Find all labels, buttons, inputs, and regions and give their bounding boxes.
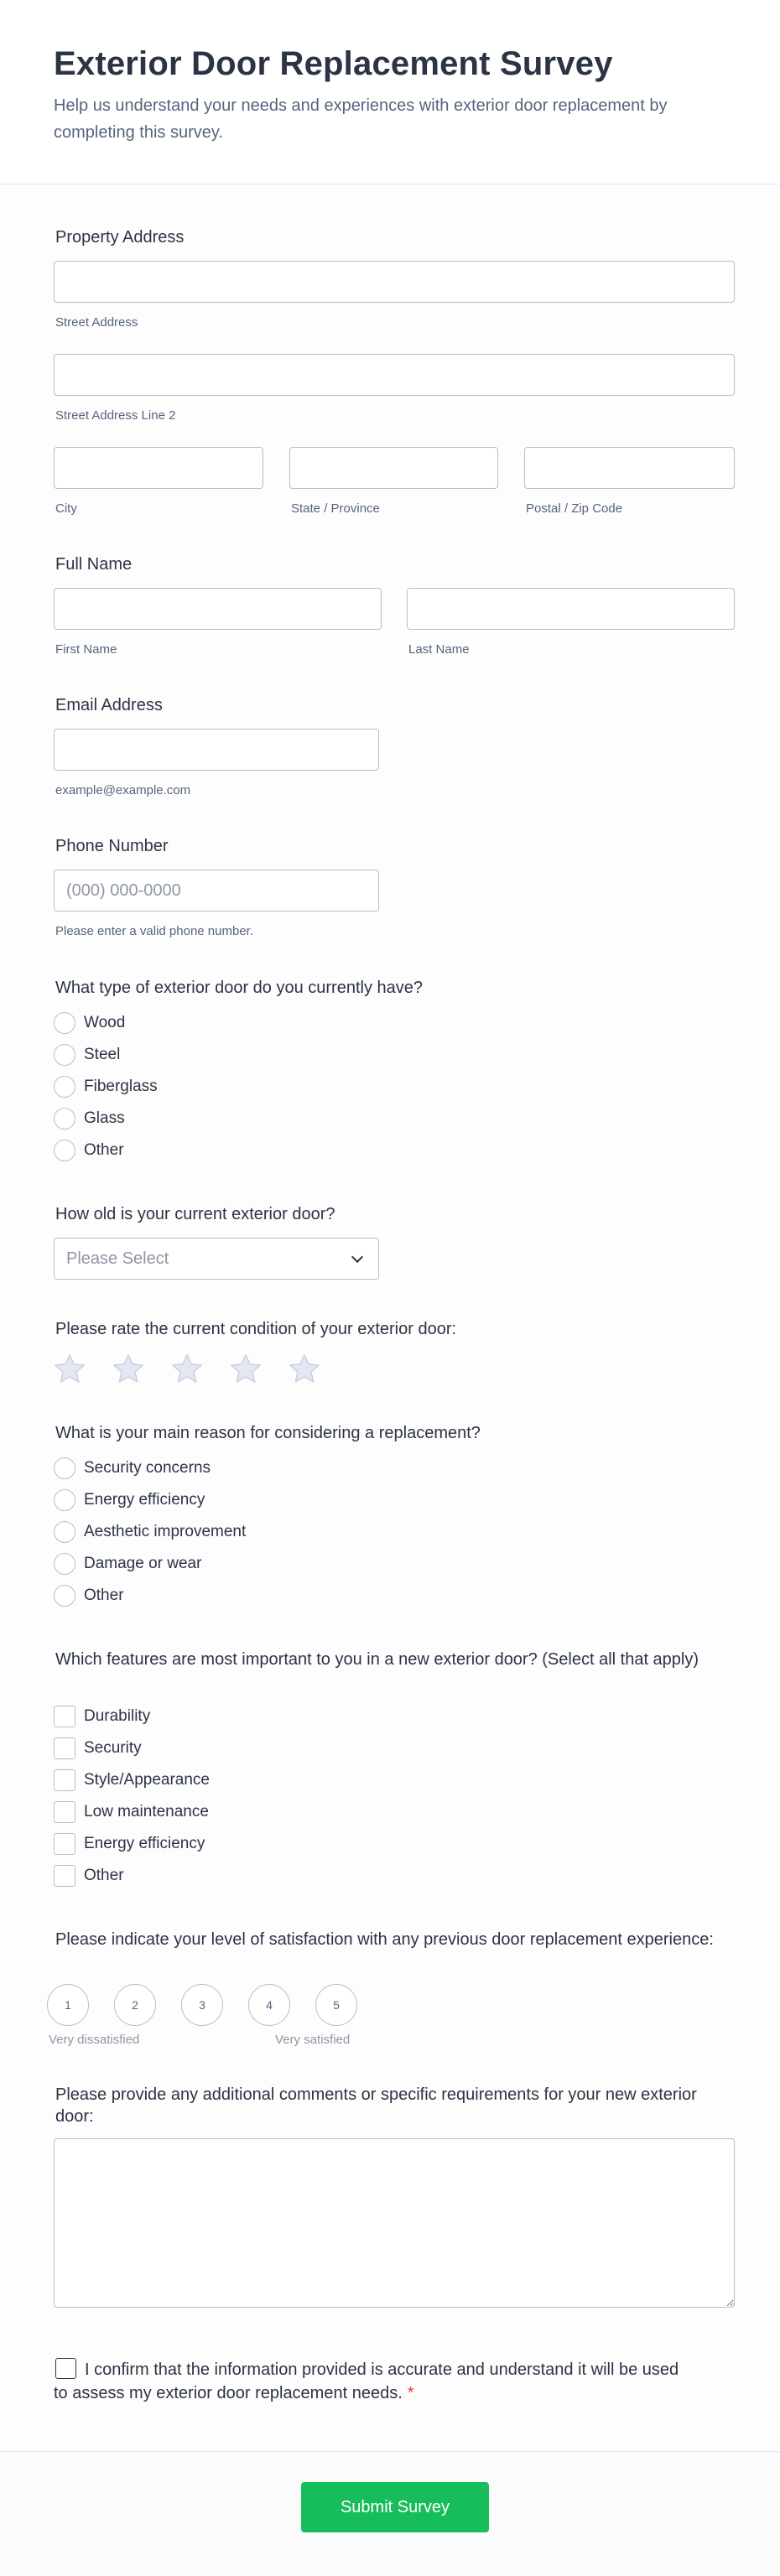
option-label: Security: [84, 1739, 142, 1757]
chevron-down-icon: [351, 1250, 363, 1262]
first-name-input[interactable]: [54, 588, 382, 630]
state-sublabel: State / Province: [291, 501, 380, 516]
option-label: Steel: [84, 1046, 121, 1063]
feature-option-style[interactable]: [54, 1768, 210, 1792]
option-label: Damage or wear: [84, 1555, 202, 1572]
star-icon[interactable]: [111, 1352, 146, 1387]
option-label: Energy efficiency: [84, 1835, 205, 1852]
star-icon[interactable]: [52, 1352, 87, 1387]
zip-input[interactable]: [524, 447, 735, 489]
checkbox[interactable]: [54, 1706, 75, 1727]
feature-option-other[interactable]: [54, 1864, 124, 1888]
email-sublabel: example@example.com: [55, 783, 191, 797]
first-name-sublabel: First Name: [55, 642, 117, 657]
radio-button[interactable]: [54, 1585, 75, 1607]
reason-option-other[interactable]: [54, 1584, 124, 1607]
option-label: Energy efficiency: [84, 1491, 205, 1509]
reason-option-damage[interactable]: [54, 1552, 201, 1576]
star-icon[interactable]: [169, 1352, 205, 1387]
features-label: Which features are most important to you in a new exterior door? (Select all that apply): [55, 1650, 699, 1669]
page-title: Exterior Door Replacement Survey: [54, 45, 613, 82]
phone-sublabel: Please enter a valid phone number.: [55, 924, 253, 938]
door-type-option-wood[interactable]: [54, 1011, 125, 1035]
checkbox[interactable]: [54, 1769, 75, 1791]
radio-button[interactable]: [54, 1553, 75, 1575]
radio-button[interactable]: [54, 1012, 75, 1034]
door-type-option-fiberglass[interactable]: [54, 1075, 158, 1098]
feature-option-energy[interactable]: [54, 1832, 205, 1856]
street-address-sublabel: Street Address: [55, 315, 138, 330]
state-input[interactable]: [289, 447, 498, 489]
option-label: Other: [84, 1587, 124, 1604]
address-label: Property Address: [55, 228, 185, 247]
door-type-option-glass[interactable]: [54, 1107, 125, 1130]
city-input[interactable]: [54, 447, 263, 489]
radio-button[interactable]: [54, 1457, 75, 1479]
option-label: Aesthetic improvement: [84, 1523, 247, 1540]
feature-option-maintenance[interactable]: [54, 1800, 209, 1824]
submit-button[interactable]: Submit Survey: [301, 2482, 489, 2532]
email-input[interactable]: [54, 729, 379, 771]
satisfaction-scale: [47, 1984, 357, 2026]
phone-label: Phone Number: [55, 837, 169, 855]
full-name-label: Full Name: [55, 555, 133, 574]
street-address-line2-sublabel: Street Address Line 2: [55, 408, 176, 423]
phone-input[interactable]: [54, 870, 379, 911]
radio-button[interactable]: [54, 1140, 75, 1161]
radio-button[interactable]: [54, 1044, 75, 1066]
option-label: Wood: [84, 1014, 126, 1031]
option-label: Glass: [84, 1109, 125, 1127]
scale-option-2[interactable]: 2: [114, 1984, 156, 2026]
scale-low-label: Very dissatisfied: [49, 2033, 140, 2047]
satisfaction-label: Please indicate your level of satisfaction with any previous door replacement experience:: [55, 1930, 714, 1949]
option-label: Fiberglass: [84, 1078, 158, 1095]
reason-option-energy[interactable]: [54, 1488, 205, 1512]
option-label: Style/Appearance: [84, 1771, 210, 1789]
form-header: [0, 0, 780, 184]
confirm-checkbox[interactable]: [55, 2358, 76, 2379]
scale-option-4[interactable]: 4: [248, 1984, 290, 2026]
last-name-sublabel: Last Name: [408, 642, 470, 657]
checkbox[interactable]: [54, 1865, 75, 1887]
confirm-statement: [54, 2358, 691, 2405]
checkbox[interactable]: [54, 1737, 75, 1759]
required-mark: *: [407, 2384, 414, 2402]
comments-textarea[interactable]: [54, 2138, 735, 2308]
star-icon[interactable]: [228, 1352, 263, 1387]
form-footer: [0, 2452, 780, 2575]
radio-button[interactable]: [54, 1521, 75, 1543]
option-label: Low maintenance: [84, 1803, 209, 1820]
select-placeholder: Please Select: [66, 1249, 169, 1268]
feature-option-security[interactable]: [54, 1737, 142, 1760]
door-type-label: What type of exterior door do you currently have?: [55, 979, 424, 997]
door-age-select[interactable]: [54, 1238, 379, 1280]
option-label: Other: [84, 1867, 124, 1884]
email-label: Email Address: [55, 696, 163, 714]
option-label: Durability: [84, 1707, 151, 1725]
door-type-option-other[interactable]: [54, 1139, 124, 1162]
door-age-label: How old is your current exterior door?: [55, 1205, 335, 1223]
scale-option-1[interactable]: 1: [47, 1984, 89, 2026]
scale-option-5[interactable]: 5: [315, 1984, 357, 2026]
confirm-text: I confirm that the information provided is accurate and understand it will be used to assess my exterior door replacement needs.: [54, 2360, 679, 2402]
checkbox[interactable]: [54, 1833, 75, 1855]
checkbox[interactable]: [54, 1801, 75, 1823]
reason-option-security[interactable]: [54, 1457, 211, 1480]
radio-button[interactable]: [54, 1108, 75, 1130]
zip-sublabel: Postal / Zip Code: [526, 501, 623, 516]
condition-label: Please rate the current condition of your exterior door:: [55, 1320, 457, 1338]
star-rating: [52, 1352, 322, 1387]
reason-option-aesthetic[interactable]: [54, 1520, 246, 1544]
last-name-input[interactable]: [407, 588, 735, 630]
street-address-line2-input[interactable]: [54, 354, 735, 396]
street-address-input[interactable]: [54, 261, 735, 303]
scale-high-label: Very satisfied: [275, 2033, 351, 2047]
reason-label: What is your main reason for considering a replacement?: [55, 1424, 481, 1442]
radio-button[interactable]: [54, 1076, 75, 1098]
survey-form: [0, 184, 780, 2452]
page-subtitle: Help us understand your needs and experiences with exterior door replacement by completing this survey.: [54, 96, 668, 142]
scale-option-3[interactable]: 3: [181, 1984, 223, 2026]
city-sublabel: City: [55, 501, 77, 516]
feature-option-durability[interactable]: [54, 1705, 150, 1728]
option-label: Security concerns: [84, 1459, 211, 1477]
door-type-option-steel[interactable]: [54, 1043, 120, 1067]
option-label: Other: [84, 1141, 124, 1159]
comments-label: Please provide any additional comments or specific requirements for your new exterior door:: [55, 2085, 697, 2126]
radio-button[interactable]: [54, 1489, 75, 1511]
star-icon[interactable]: [287, 1352, 322, 1387]
